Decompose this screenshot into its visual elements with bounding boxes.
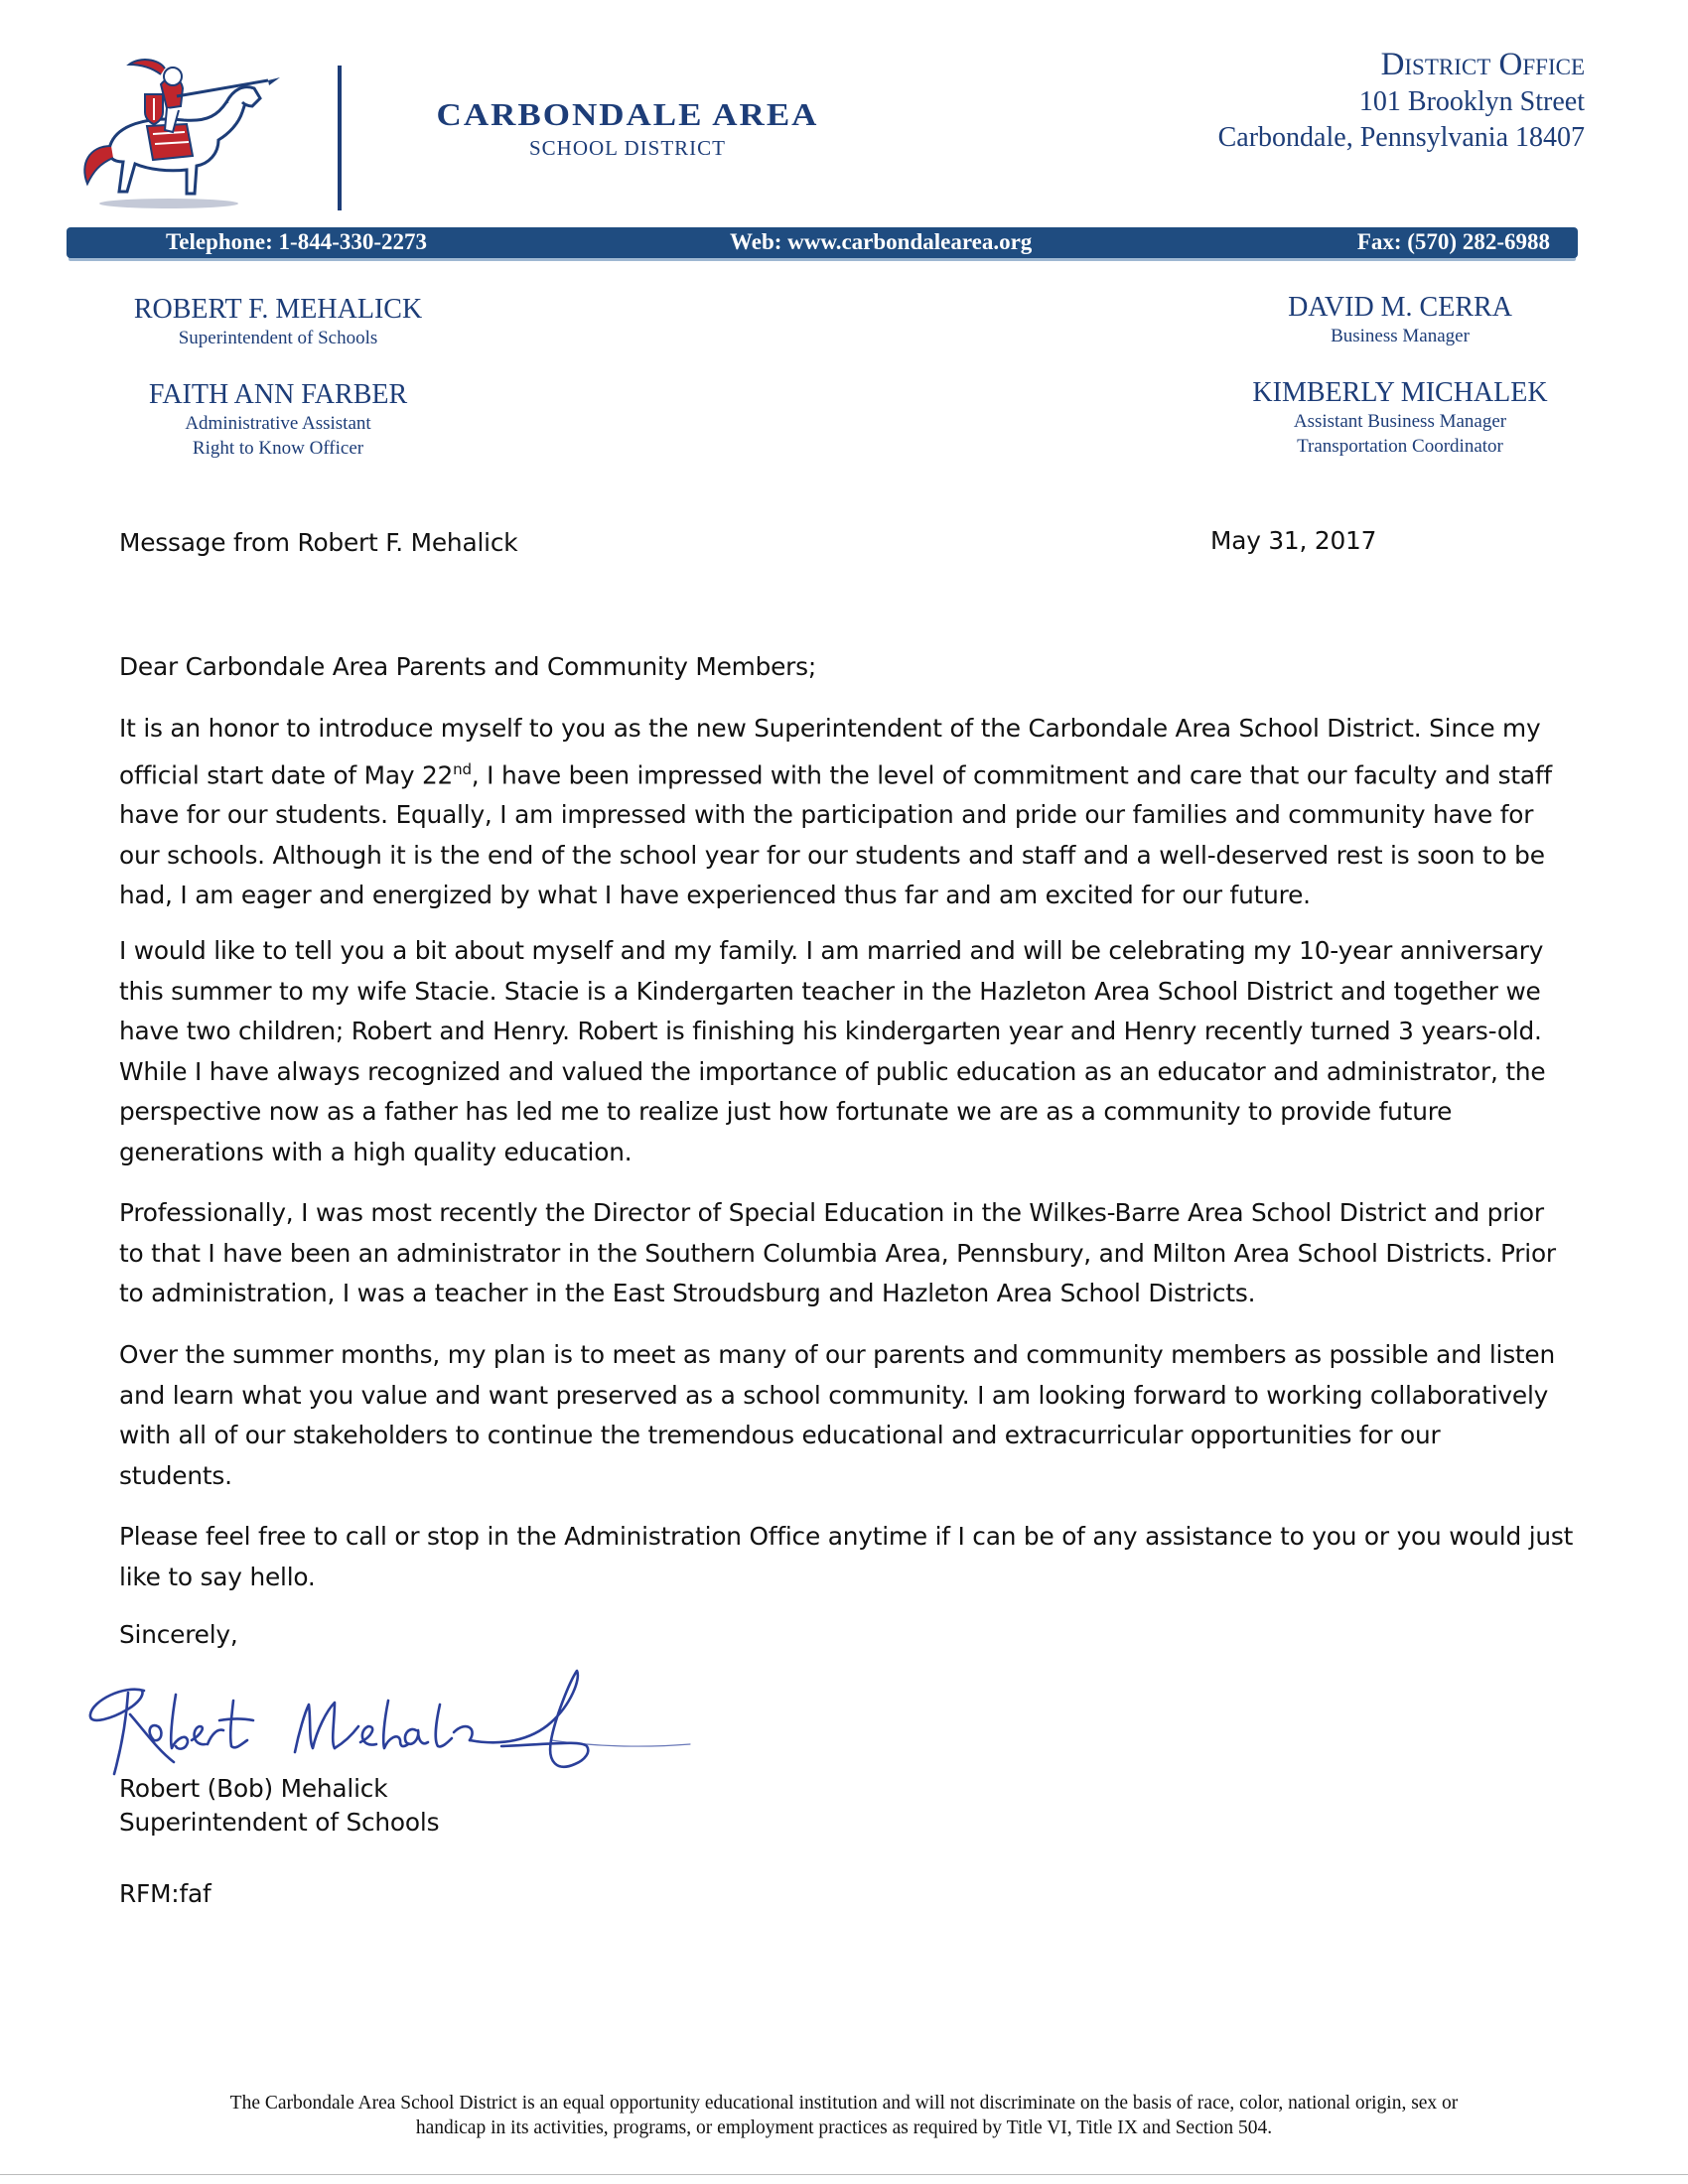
paragraph-line: students. (119, 1460, 232, 1490)
paragraph (119, 1335, 1589, 1496)
paragraph-line: have two children; Robert and Henry. Robert is finishing his kindergarten year and Henry recently turned 3 years-old. (119, 1017, 1542, 1045)
office-city: Carbondale, Pennsylvania 18407 (1217, 122, 1585, 153)
paragraph-line: Please feel free to call or stop in the Administration Office anytime if I can be of any assistance to you or you would just (119, 1522, 1574, 1551)
paragraph-line: I would like to tell you a bit about myself and my family. I am married and will be celebrating my 10-year anniversary (119, 936, 1544, 965)
letter-date: May 31, 2017 (1210, 526, 1377, 555)
paragraph-line: While I have always recognized and valued the importance of public education as an educator and administrator, the (119, 1056, 1546, 1086)
paragraph-line: Professionally, I was most recently the Director of Special Education in the Wilkes-Barre Area School District and prior (119, 1198, 1544, 1227)
telephone: Telephone: 1-844-330-2273 (166, 229, 428, 254)
paragraph (119, 1517, 1589, 1597)
paragraph-line: perspective now as a father has led me to realize just how fortunate we are as a community to provide future (119, 1097, 1453, 1126)
website: Web: www.carbondalearea.org (730, 229, 1033, 254)
paragraph (119, 709, 1589, 916)
paragraph (119, 931, 1589, 1172)
paragraph-line: this summer to my wife Stacie. Stacie is a Kindergarten teacher in the Hazleton Area School District and together we (119, 976, 1541, 1006)
staff-name: ROBERT F. MEHALICK (133, 294, 423, 325)
staff-name: KIMBERLY MICHALEK (1252, 377, 1548, 408)
signer-name: Robert (Bob) Mehalick (119, 1774, 388, 1803)
staff-assistant-business-manager (1221, 377, 1579, 459)
staff-superintendent (99, 294, 457, 350)
staff-role: Business Manager (1331, 326, 1470, 346)
paragraph-line: like to say hello. (119, 1562, 316, 1591)
paragraph-line: have for our students. Equally, I am impressed with the participation and pride our families and community have for (119, 800, 1534, 830)
message-from: Message from Robert F. Mehalick (119, 528, 518, 557)
footer-line: handicap in its activities, programs, or employment practices as required by Title VI, Title IX and Section 504. (415, 2117, 1273, 2138)
paragraph-line: with all of our stakeholders to continue the tremendous educational and extracurricular opportunities for our (119, 1421, 1441, 1449)
paragraph-line: generations with a high quality education. (119, 1137, 633, 1166)
paragraph-line: Over the summer months, my plan is to meet as many of our parents and community members as possible and listen (119, 1340, 1556, 1369)
fax: Fax: (570) 282-6988 (1356, 229, 1550, 254)
footer-line: The Carbondale Area School District is an equal opportunity educational institution and will not discriminate on the basis of race, color, national origin, sex or (229, 2093, 1459, 2114)
staff-business-manager (1221, 292, 1579, 348)
knight-on-horse-logo (70, 55, 283, 213)
staff-role: Administrative Assistant (185, 413, 371, 434)
staff-name: DAVID M. CERRA (1288, 292, 1512, 323)
paragraph (119, 1193, 1589, 1314)
paragraph-line: our schools. Although it is the end of the school year for our students and staff and a well-deserved rest is soon to be (119, 840, 1545, 870)
staff-role-secondary: Right to Know Officer (192, 438, 364, 459)
signer-title: Superintendent of Schools (119, 1808, 440, 1837)
district-name: CARBONDALE AREA (436, 96, 819, 133)
closing: Sincerely, (119, 1620, 238, 1649)
paragraph-line: It is an honor to introduce myself to you as the new Superintendent of the Carbondale Area School District. Since my (119, 714, 1541, 743)
header-divider (338, 66, 342, 210)
district-office-address (1218, 45, 1585, 156)
handwritten-signature (84, 1623, 700, 1792)
paragraph-line: to that I have been an administrator in the Southern Columbia Area, Pennsbury, and Milton Area School Districts. Prior (119, 1238, 1556, 1268)
contact-bar (67, 227, 1578, 258)
office-title: District Office (1380, 47, 1585, 82)
salutation: Dear Carbondale Area Parents and Community Members; (119, 652, 817, 681)
district-subtitle: SCHOOL DISTRICT (529, 136, 726, 160)
paragraph-line: official start date of May 22nd, I have been impressed with the level of commitment and care that our faculty and staff (119, 759, 1552, 789)
staff-role: Superintendent of Schools (178, 328, 378, 348)
reference-initials: RFM:faf (119, 1879, 211, 1908)
paragraph-line: to administration, I was a teacher in the East Stroudsburg and Hazleton Area School Districts. (119, 1279, 1256, 1307)
staff-role-secondary: Transportation Coordinator (1297, 436, 1503, 457)
equal-opportunity-footer (119, 2091, 1569, 2140)
bottom-rule (0, 2174, 1688, 2175)
staff-name: FAITH ANN FARBER (148, 379, 408, 410)
office-street: 101 Brooklyn Street (1358, 86, 1585, 117)
paragraph-line: had, I am eager and energized by what I have experienced thus far and am excited for our future. (119, 881, 1311, 910)
staff-administrative-assistant (99, 379, 457, 461)
staff-role: Assistant Business Manager (1293, 411, 1507, 432)
paragraph-line: and learn what you value and want preserved as a school community. I am looking forward to working collaboratively (119, 1380, 1549, 1410)
